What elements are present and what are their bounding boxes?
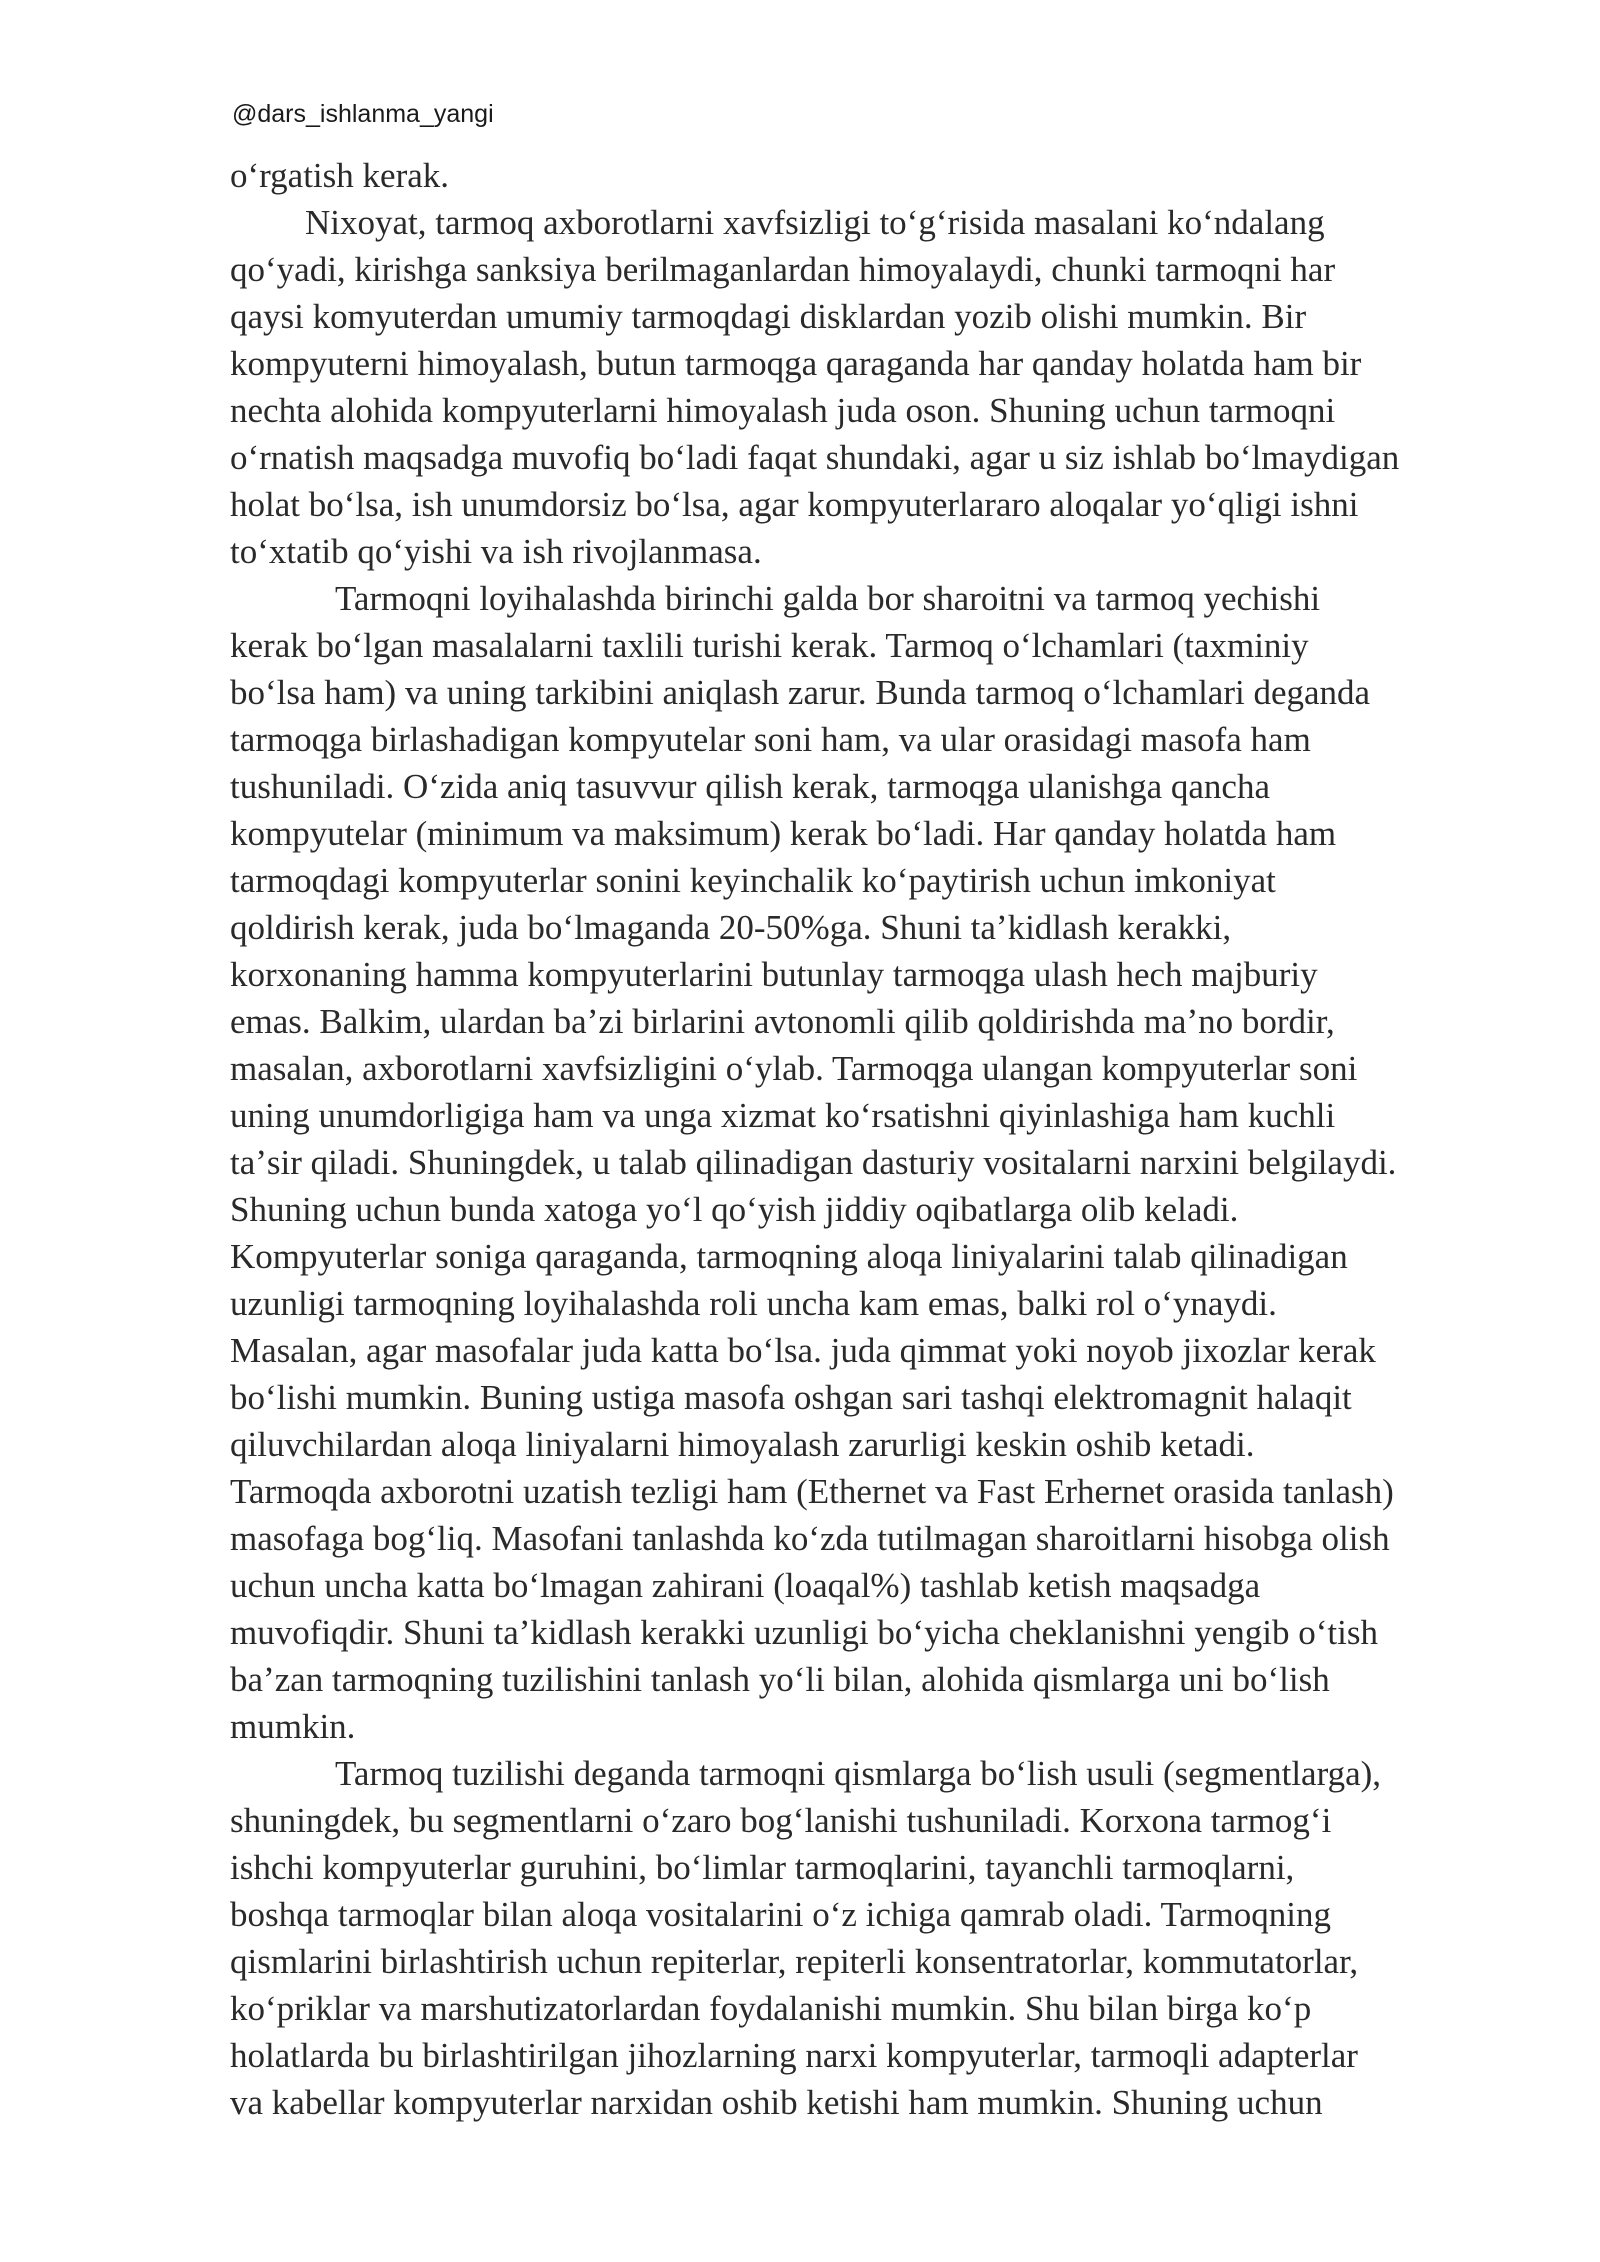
- text-line: taʼsir qiladi. Shuningdek, u talab qilinadigan dasturiy vositalarni narxini belgilaydi.: [230, 1143, 1397, 1182]
- text-line: uning unumdorligiga ham va unga xizmat koʻrsatishni qiyinlashiga ham kuchli: [230, 1096, 1336, 1135]
- text-line: qaysi komyuterdan umumiy tarmoqdagi disklardan yozib olishi mumkin. Bir: [230, 297, 1307, 336]
- paragraph-first-line: Nixoyat, tarmoq axborotlarni xavfsizligi toʻgʻrisida masalani koʻndalang: [305, 203, 1325, 242]
- text-line: tushuniladi. Oʻzida aniq tasuvvur qilish kerak, tarmoqga ulanishga qancha: [230, 767, 1271, 806]
- paragraph-first-line: Tarmoqni loyihalashda birinchi galda bor sharoitni va tarmoq yechishi: [335, 579, 1321, 618]
- text-line: muvofiqdir. Shuni taʼkidlash kerakki uzunligi boʻyicha cheklanishni yengib oʻtish: [230, 1613, 1378, 1652]
- text-line: mumkin.: [230, 1707, 356, 1746]
- text-line: Kompyuterlar soniga qaraganda, tarmoqning aloqa liniyalarini talab qilinadigan: [230, 1237, 1348, 1276]
- text-line: boshqa tarmoqlar bilan aloqa vositalarini oʻz ichiga qamrab oladi. Tarmoqning: [230, 1895, 1332, 1934]
- text-line: kerak boʻlgan masalalarni taxlili turishi kerak. Tarmoq oʻlchamlari (taxminiy: [230, 626, 1309, 665]
- text-line: oʻrnatish maqsadga muvofiq boʻladi faqat shundaki, agar u siz ishlab boʻlmaydigan: [230, 438, 1400, 477]
- text-line: va kabellar kompyuterlar narxidan oshib ketishi ham mumkin. Shuning uchun: [230, 2083, 1323, 2122]
- text-line: emas. Balkim, ulardan baʼzi birlarini avtonomli qilib qoldirishda maʼno bordir,: [230, 1002, 1335, 1041]
- text-line: toʻxtatib qoʻyishi va ish rivojlanmasa.: [230, 532, 762, 571]
- text-line: uchun uncha katta boʻlmagan zahirani (loaqal%) tashlab ketish maqsadga: [230, 1566, 1261, 1605]
- text-line: tarmoqdagi kompyuterlar sonini keyinchalik koʻpaytirish uchun imkoniyat: [230, 861, 1276, 900]
- text-line: kompyutelar (minimum va maksimum) kerak boʻladi. Har qanday holatda ham: [230, 814, 1337, 853]
- text-line: shuningdek, bu segmentlarni oʻzaro bogʻlanishi tushuniladi. Korxona tarmogʻi: [230, 1801, 1332, 1840]
- text-line: masalan, axborotlarni xavfsizligini oʻylab. Tarmoqga ulangan kompyuterlar soni: [230, 1049, 1358, 1088]
- channel-handle: @dars_ishlanma_yangi: [232, 100, 494, 128]
- text-line: nechta alohida kompyuterlarni himoyalash juda oson. Shuning uchun tarmoqni: [230, 391, 1336, 430]
- text-line: ishchi kompyuterlar guruhini, boʻlimlar tarmoqlarini, tayanchli tarmoqlarni,: [230, 1848, 1295, 1887]
- text-line: uzunligi tarmoqning loyihalashda roli uncha kam emas, balki rol oʻynaydi.: [230, 1284, 1277, 1323]
- text-line: masofaga bogʻliq. Masofani tanlashda koʻzda tutilmagan sharoitlarni hisobga olish: [230, 1519, 1390, 1558]
- text-line: Shuning uchun bunda xatoga yoʻl qoʻyish jiddiy oqibatlarga olib keladi.: [230, 1190, 1239, 1229]
- paragraph-first-line: Tarmoq tuzilishi deganda tarmoqni qismlarga boʻlish usuli (segmentlarga),: [335, 1754, 1382, 1793]
- text-line: qismlarini birlashtirish uchun repiterlar, repiterli konsentratorlar, kommutatorlar,: [230, 1942, 1359, 1981]
- text-line: korxonaning hamma kompyuterlarini butunlay tarmoqga ulash hech majburiy: [230, 955, 1318, 994]
- text-line: qoʻyadi, kirishga sanksiya berilmaganlardan himoyalaydi, chunki tarmoqni har: [230, 250, 1336, 289]
- text-line: kompyuterni himoyalash, butun tarmoqga qaraganda har qanday holatda ham bir: [230, 344, 1362, 383]
- text-line: oʻrgatish kerak.: [230, 156, 450, 195]
- text-line: boʻlsa ham) va uning tarkibini aniqlash zarur. Bunda tarmoq oʻlchamlari deganda: [230, 673, 1371, 712]
- text-line: boʻlishi mumkin. Buning ustiga masofa oshgan sari tashqi elektromagnit halaqit: [230, 1378, 1352, 1417]
- text-line: Tarmoqda axborotni uzatish tezligi ham (Ethernet va Fast Erhernet orasida tanlash): [230, 1472, 1394, 1511]
- text-line: baʼzan tarmoqning tuzilishini tanlash yoʻli bilan, alohida qismlarga uni boʻlish: [230, 1660, 1330, 1699]
- text-line: holatlarda bu birlashtirilgan jihozlarning narxi kompyuterlar, tarmoqli adapterlar: [230, 2036, 1358, 2075]
- text-line: koʻpriklar va marshutizatorlardan foydalanishi mumkin. Shu bilan birga koʻp: [230, 1989, 1312, 2028]
- text-line: qoldirish kerak, juda boʻlmaganda 20-50%ga. Shuni taʼkidlash kerakki,: [230, 908, 1232, 947]
- text-line: qiluvchilardan aloqa liniyalarni himoyalash zarurligi keskin oshib ketadi.: [230, 1425, 1255, 1464]
- text-line: Masalan, agar masofalar juda katta boʻlsa. juda qimmat yoki noyob jixozlar kerak: [230, 1331, 1376, 1370]
- body-text: [230, 152, 1530, 2126]
- text-line: holat boʻlsa, ish unumdorsiz boʻlsa, agar kompyuterlararo aloqalar yoʻqligi ishni: [230, 485, 1359, 524]
- text-line: tarmoqga birlashadigan kompyutelar soni ham, va ular orasidagi masofa ham: [230, 720, 1311, 759]
